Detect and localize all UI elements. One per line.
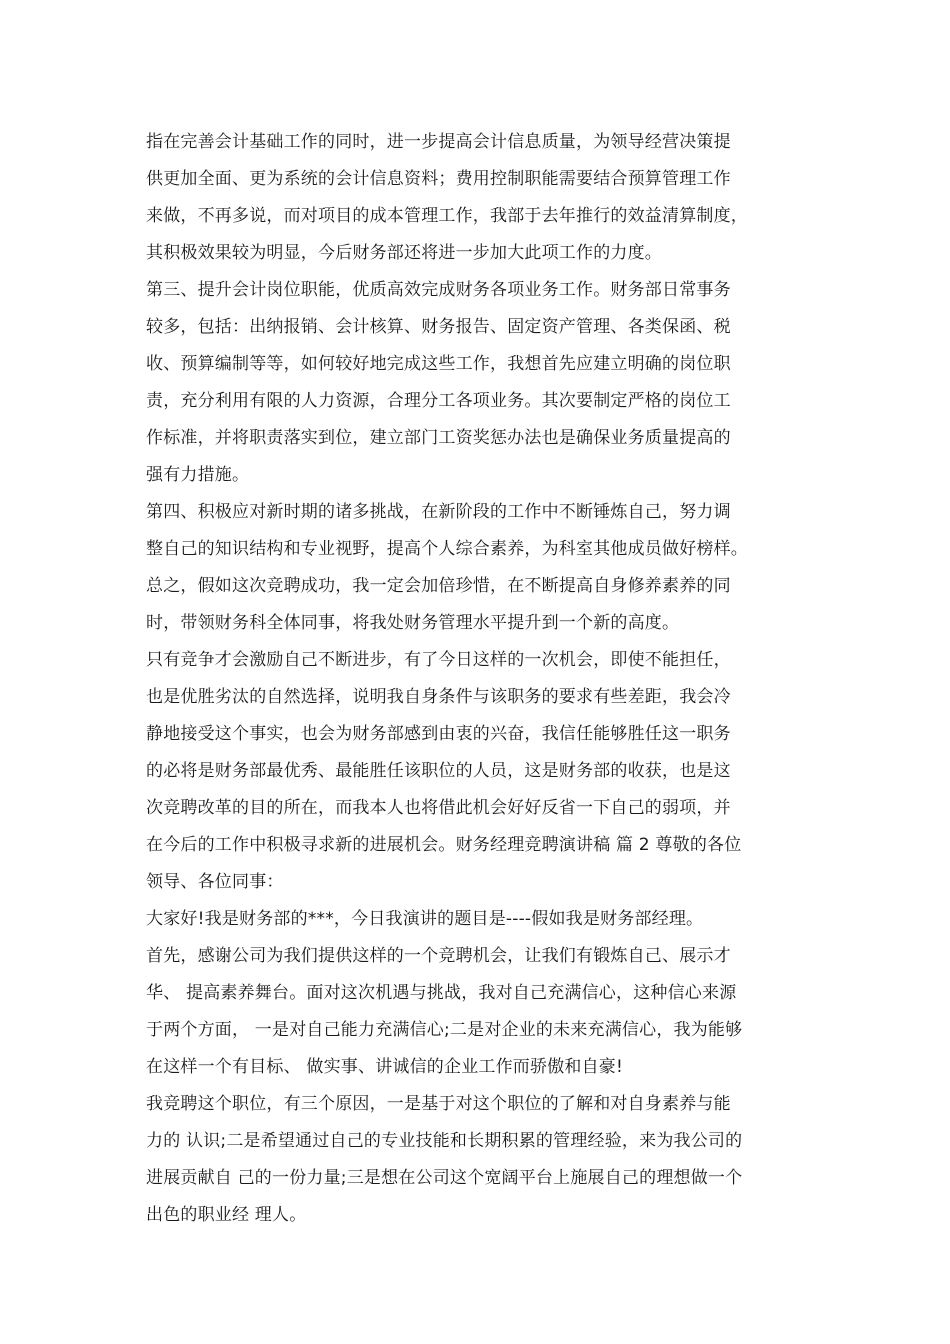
document-body: [146, 124, 826, 1234]
text-line: 的必将是财务部最优秀、最能胜任该职位的人员，这是财务部的收获，也是这: [146, 761, 731, 781]
text-line: 在这样一个有目标、 做实事、讲诚信的企业工作而骄傲和自豪!: [146, 1057, 624, 1077]
text-line: 只有竞争才会激励自己不断进步，有了今日这样的一次机会，即使不能担任，: [146, 650, 731, 670]
text-line: 总之，假如这次竞聘成功，我一定会加倍珍惜，在不断提高自身修养素养的同: [146, 576, 731, 596]
text-line: 其积极效果较为明显，今后财务部还将进一步加大此项工作的力度。: [146, 243, 662, 263]
text-line: 指在完善会计基础工作的同时，进一步提高会计信息质量，为领导经营决策提: [146, 132, 731, 152]
text-line: 作标准，并将职责落实到位，建立部门工资奖惩办法也是确保业务质量提高的: [146, 428, 731, 448]
text-line: 领导、各位同事：: [146, 872, 284, 892]
text-line: 供更加全面、更为系统的会计信息资料；费用控制职能需要结合预算管理工作: [146, 169, 731, 189]
text-line: 华、 提高素养舞台。面对这次机遇与挑战，我对自己充满信心，这种信心来源: [146, 983, 737, 1003]
text-line: 较多，包括：出纳报销、会计核算、财务报告、固定资产管理、各类保函、税: [146, 317, 731, 337]
text-line: 第四、积极应对新时期的诸多挑战，在新阶段的工作中不断锤炼自己，努力调: [146, 502, 731, 522]
text-line: 我竞聘这个职位，有三个原因，一是基于对这个职位的了解和对自身素养与能: [146, 1094, 731, 1114]
text-line: 在今后的工作中积极寻求新的进展机会。财务经理竞聘演讲稿 篇 2 尊敬的各位: [146, 835, 742, 855]
text-line: 次竞聘改革的目的所在，而我本人也将借此机会好好反省一下自己的弱项，并: [146, 798, 731, 818]
text-line: 整自己的知识结构和专业视野，提高个人综合素养，为科室其他成员做好榜样。: [146, 539, 748, 559]
text-line: 力的 认识;二是希望通过自己的专业技能和长期积累的管理经验，来为我公司的: [146, 1131, 743, 1151]
text-line: 于两个方面， 一是对自己能力充满信心;二是对企业的未来充满信心，我为能够: [146, 1020, 743, 1040]
text-line: 责，充分利用有限的人力资源，合理分工各项业务。其次要制定严格的岗位工: [146, 391, 731, 411]
text-line: 出色的职业经 理人。: [146, 1205, 307, 1225]
text-line: 也是优胜劣汰的自然选择，说明我自身条件与该职务的要求有些差距，我会冷: [146, 687, 731, 707]
text-line: 首先，感谢公司为我们提供这样的一个竞聘机会，让我们有锻炼自己、展示才: [146, 946, 731, 966]
text-line: 第三、提升会计岗位职能，优质高效完成财务各项业务工作。财务部日常事务: [146, 280, 731, 300]
text-line: 大家好!我是财务部的***，今日我演讲的题目是----假如我是财务部经理。: [146, 909, 704, 929]
text-line: 时，带领财务科全体同事，将我处财务管理水平提升到一个新的高度。: [146, 613, 680, 633]
text-line: 静地接受这个事实，也会为财务部感到由衷的兴奋，我信任能够胜任这一职务: [146, 724, 731, 744]
text-line: 收、预算编制等等，如何较好地完成这些工作，我想首先应建立明确的岗位职: [146, 354, 731, 374]
text-line: 来做，不再多说，而对项目的成本管理工作，我部于去年推行的效益清算制度，: [146, 206, 748, 226]
text-line: 强有力措施。: [146, 465, 250, 485]
text-line: 进展贡献自 己的一份力量;三是想在公司这个宽阔平台上施展自己的理想做一个: [146, 1168, 743, 1188]
